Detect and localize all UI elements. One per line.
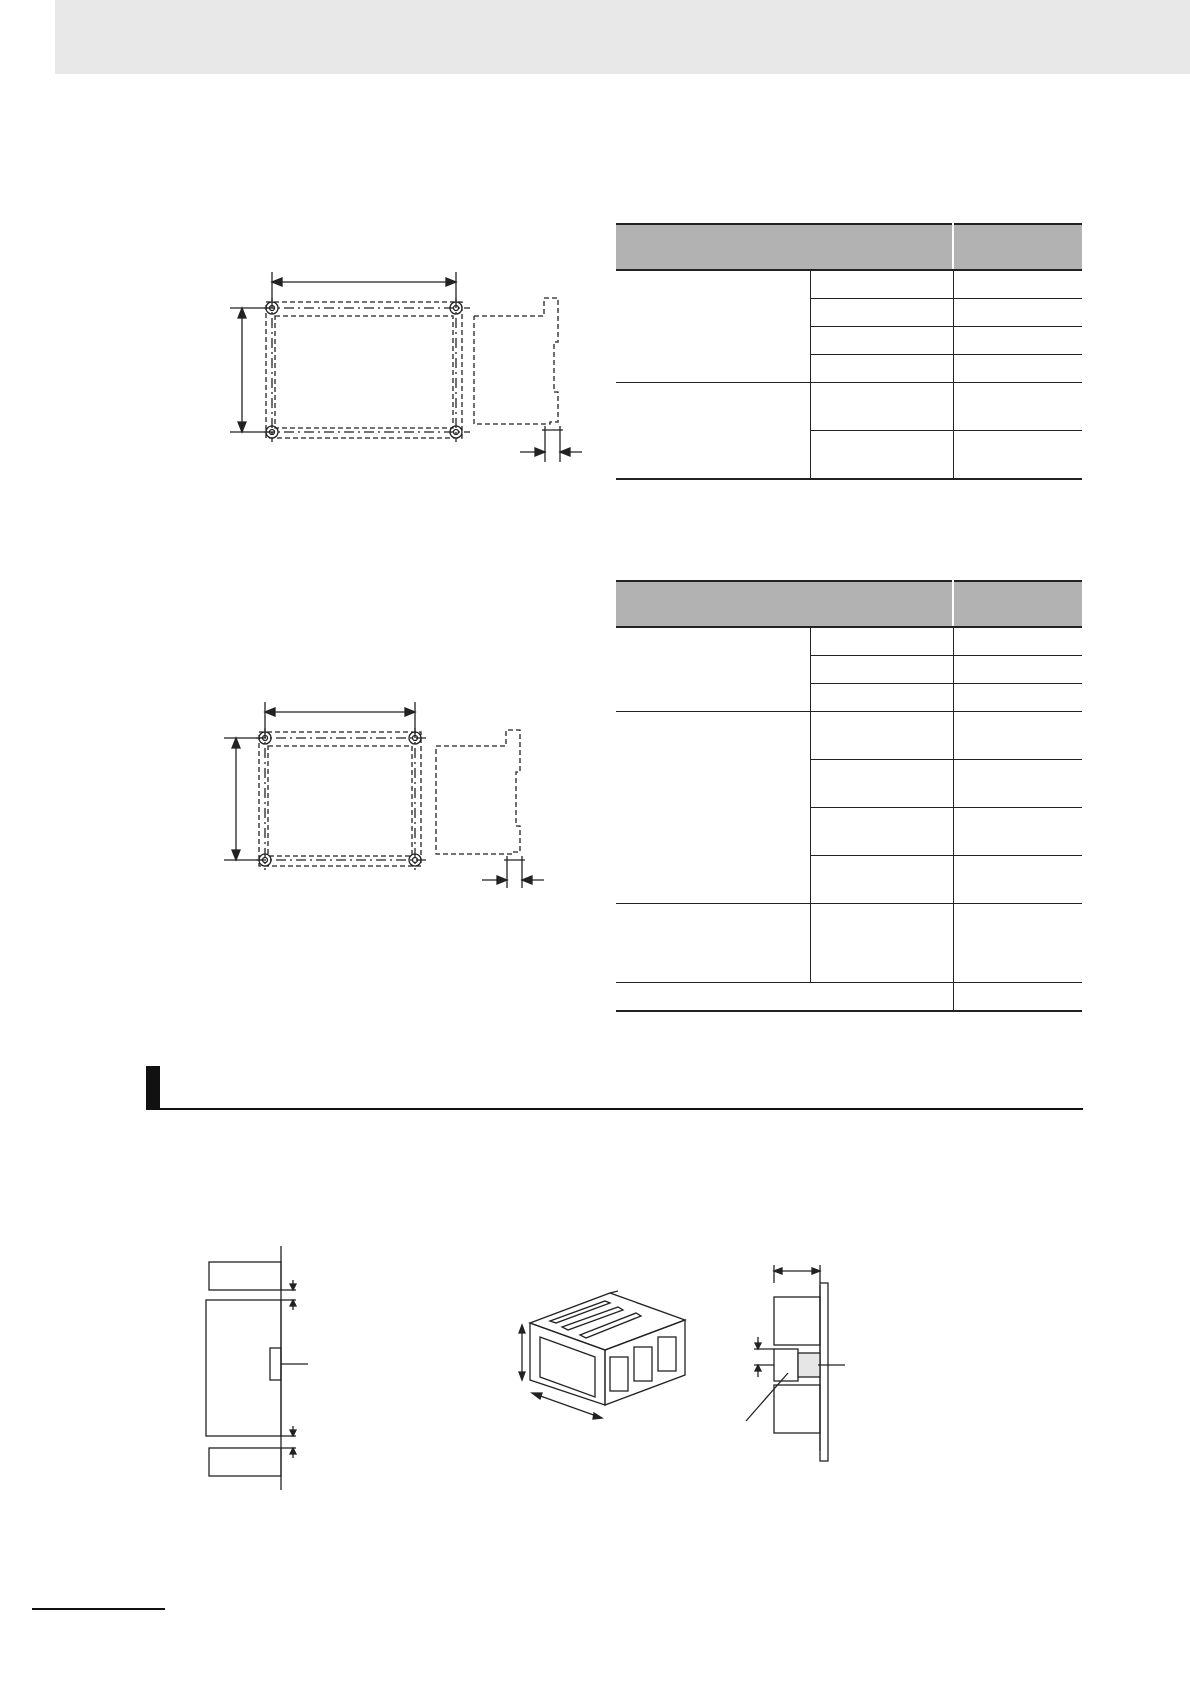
table-cell [953, 355, 1082, 383]
table-header-cell [953, 581, 1082, 627]
table-cell [953, 904, 1082, 983]
table-header-cell [616, 581, 953, 627]
table-cell [810, 431, 953, 480]
table-row [616, 983, 1082, 1012]
table-cell [953, 760, 1082, 808]
page-header-band [55, 0, 1190, 74]
section-heading-bar [146, 1066, 1083, 1110]
table-cell [953, 383, 1082, 431]
table-cell [810, 856, 953, 904]
section-marker [146, 1066, 160, 1108]
table-row [616, 383, 1082, 431]
table-cell [953, 808, 1082, 856]
table-cell [810, 327, 953, 355]
table-header-cell [616, 224, 953, 270]
table-header-row [616, 224, 1082, 270]
table-cell [953, 431, 1082, 480]
spacing-side-view [200, 1240, 320, 1495]
table-cell [810, 712, 953, 760]
table-cell [953, 270, 1082, 299]
table-cell [953, 684, 1082, 712]
table-cell [810, 684, 953, 712]
table-cell [810, 904, 953, 983]
spec-table-upper [616, 223, 1082, 480]
table-cell [953, 627, 1082, 656]
table-group-cell [616, 270, 810, 383]
table-group-cell [616, 383, 810, 480]
table-cell [810, 299, 953, 327]
footer-rule [32, 1608, 165, 1610]
table-cell [953, 856, 1082, 904]
table-header-cell [953, 224, 1082, 270]
table-group-cell [616, 712, 810, 904]
table-cell [810, 355, 953, 383]
table-cell [810, 270, 953, 299]
table-cell [953, 299, 1082, 327]
table-cell [953, 327, 1082, 355]
table-cell [810, 383, 953, 431]
table-cell [810, 627, 953, 656]
table-group-cell [616, 627, 810, 712]
table-cell [810, 808, 953, 856]
duct-clearance-side-view [740, 1265, 860, 1465]
table-group-cell [616, 904, 810, 983]
table-cell [810, 656, 953, 684]
table-cell [810, 760, 953, 808]
table-header-row [616, 581, 1082, 627]
mounting-hole-drawing-lower [220, 700, 550, 900]
spec-table-lower [616, 580, 1082, 1012]
table-cell [953, 983, 1082, 1012]
table-row [616, 904, 1082, 983]
table-row [616, 270, 1082, 299]
table-cell [616, 983, 953, 1012]
mounting-hole-drawing-upper [220, 262, 600, 472]
table-cell [953, 712, 1082, 760]
duct-perspective-view [510, 1285, 695, 1425]
table-cell [953, 656, 1082, 684]
table-row [616, 627, 1082, 656]
table-row [616, 712, 1082, 760]
